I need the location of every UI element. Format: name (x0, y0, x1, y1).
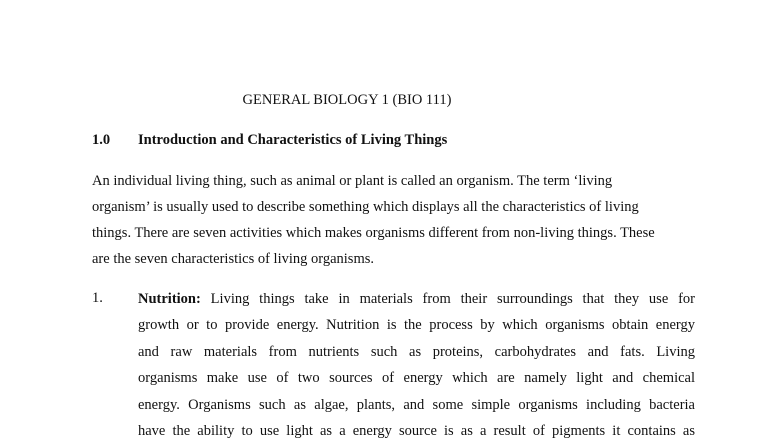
list-item-number: 1. (92, 290, 103, 306)
section-number: 1.0 (92, 132, 111, 148)
paragraph-line: organism’ is usually used to describe something which displays all the characteristics of living (92, 199, 639, 215)
paragraph-line: are the seven characteristics of living organisms. (92, 251, 374, 267)
list-item-text: Living things take in materials from their surroundings that they use for (200, 291, 695, 307)
paragraph-line: and raw materials from nutrients such as proteins, carbohydrates and fats. Living (138, 344, 695, 360)
paragraph-line: growth or to provide energy. Nutrition is the process by which organisms obtain energy (138, 317, 695, 333)
paragraph-line (138, 290, 695, 308)
paragraph-line: energy. Organisms such as algae, plants, and some simple organisms including bacteria (138, 397, 695, 413)
section-heading: Introduction and Characteristics of Living Things (138, 132, 448, 148)
paragraph-line: have the ability to use light as a energy source is as a result of pigments it contains as (138, 423, 695, 439)
paragraph-line: things. There are seven activities which makes organisms different from non-living things. These (92, 225, 655, 241)
list-item-term: Nutrition: (138, 291, 201, 307)
paragraph-line: organisms make use of two sources of energy which are namely light and chemical (138, 370, 695, 386)
paragraph-line: An individual living thing, such as animal or plant is called an organism. The term ‘living (92, 173, 613, 189)
document-title: GENERAL BIOLOGY 1 (BIO 111) (242, 92, 452, 108)
